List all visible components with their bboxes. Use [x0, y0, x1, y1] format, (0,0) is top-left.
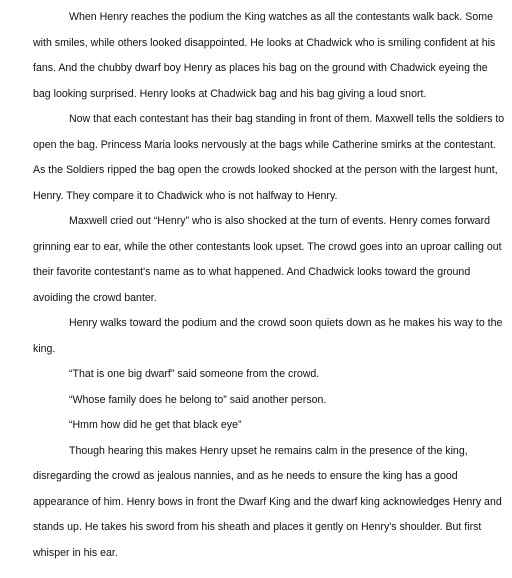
- paragraph-bags-opened: Now that each contestant has their bag standing in front of them. Maxwell tells the soldiers to open the bag. Princess Maria looks nervously at the bags while Catherine smirks at the contestant. As the Soldiers ripped the bag open the crowds looked shocked at the person with the largest hunt, Henry. They compare it to Chadwick who is not halfway to Henry.: [33, 113, 505, 202]
- paragraph-henry-walks: Henry walks toward the podium and the crowd soon quiets down as he makes his way to the king.: [33, 317, 503, 355]
- paragraph-king-acknowledges: Though hearing this makes Henry upset he remains calm in the presence of the king, disregarding the crowd as jealous nannies, and as he needs to ensure the king has a good appearance of him. Henry bows in front the Dwarf King and the dwarf king acknowledges Henry and stands up. He takes his sword from his sheath and places it gently on Henry's shoulder. But first whisper in his ear.: [33, 444, 502, 559]
- paragraph-crowd-remark-2: “Whose family does he belong to” said another person.: [69, 393, 327, 406]
- paragraph-crowd-remark-1: “That is one big dwarf” said someone from the crowd.: [69, 368, 320, 380]
- paragraph-crowd-remark-3: “Hmm how did he get that black eye”: [69, 419, 242, 431]
- paragraph-podium-arrival: When Henry reaches the podium the King watches as all the contestants walk back. Some with smiles, while others looked disappointed. He looks at Chadwick who is smiling confident at his fans. And the chubby dwarf boy Henry as places his bag on the ground with Chadwick eyeing the bag looking surprised. Henry looks at Chadwick bag and his bag giving a loud snort.: [33, 11, 496, 100]
- paragraph-maxwell-announcement: Maxwell cried out “Henry” who is also shocked at the turn of events. Henry comes forward grinning ear to ear, while the other contestants look upset. The crowd goes into an uproar calling out their favorite contestant's name as to what happened. And Chadwick looks toward the ground avoiding the crowd banter.: [33, 215, 502, 304]
